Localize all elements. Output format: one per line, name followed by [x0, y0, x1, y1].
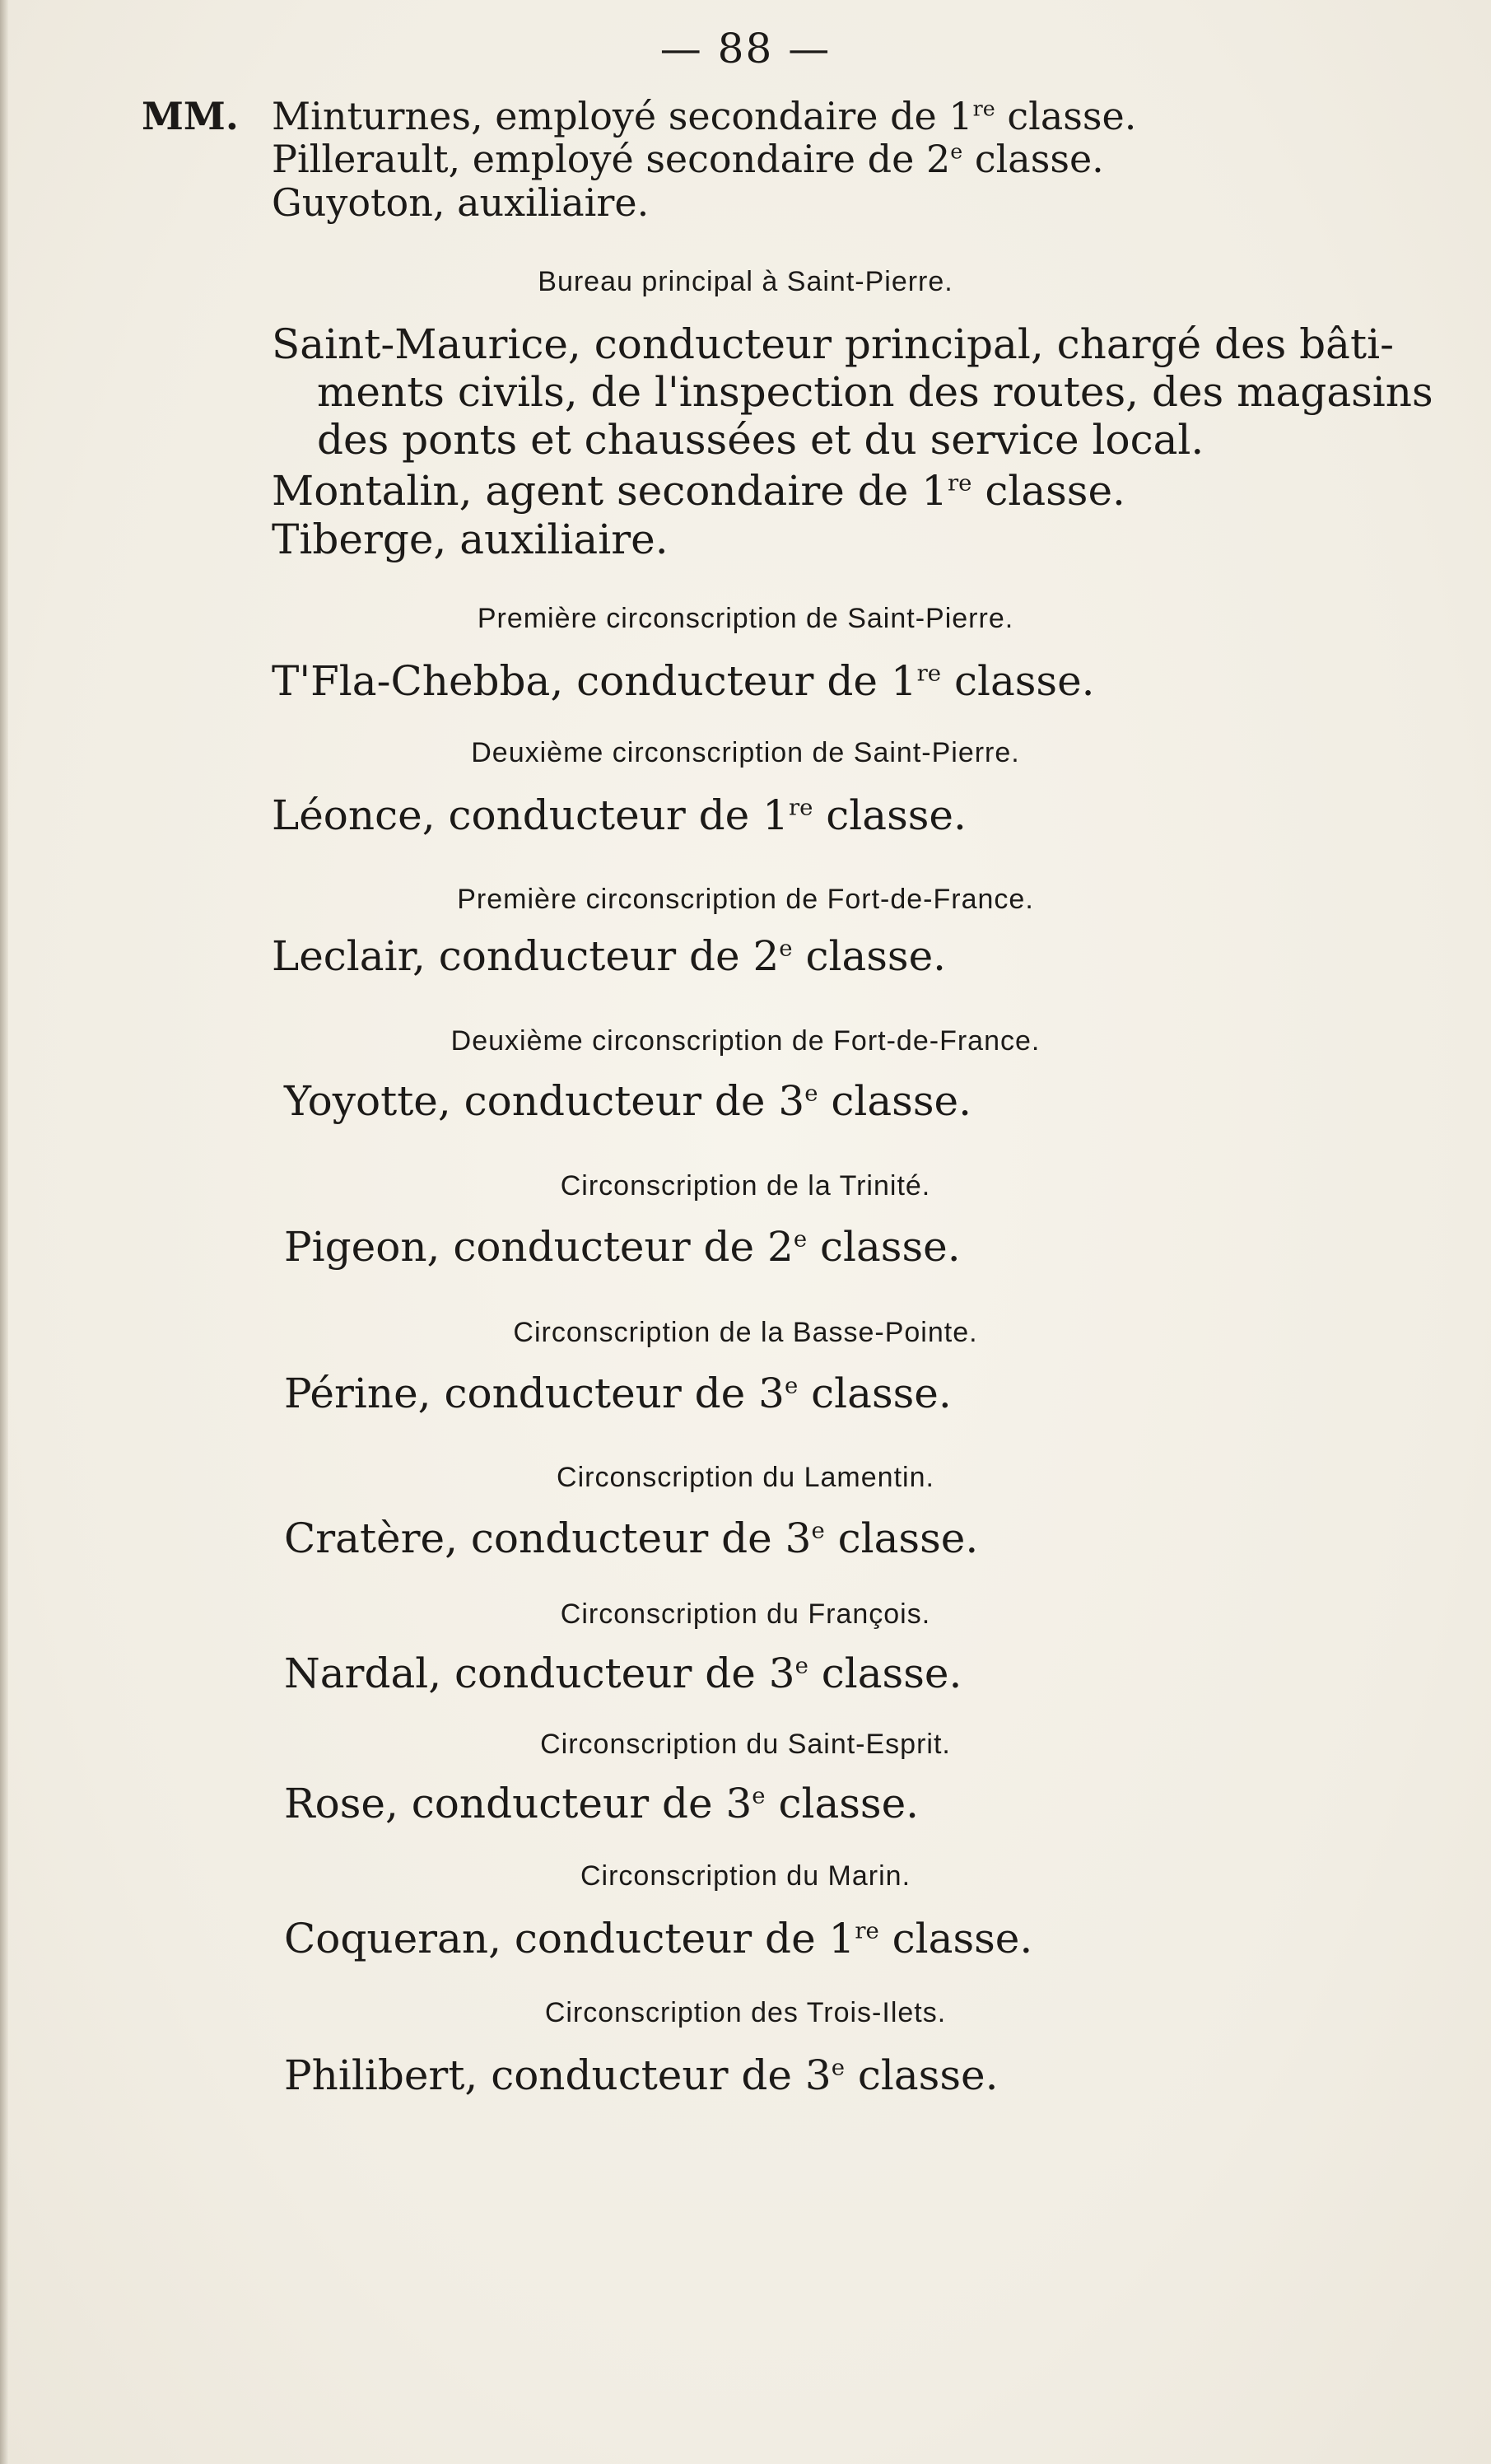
section-heading: Deuxième circonscription de Fort-de-France. — [450, 1025, 1041, 1057]
list-item: Rose, conducteur de 3e classe. — [284, 1780, 920, 1827]
list-item: Coqueran, conducteur de 1re classe. — [284, 1915, 1033, 1962]
list-item: Yoyotte, conducteur de 3e classe. — [284, 1077, 971, 1125]
section-heading: Première circonscription de Saint-Pierre. — [477, 603, 1014, 634]
list-item: Saint-Maurice, conducteur principal, chargé des bâti- — [272, 320, 1394, 368]
list-item: Minturnes, employé secondaire de 1re classe. — [272, 94, 1137, 138]
section-heading: Circonscription du Marin. — [580, 1860, 911, 1892]
section-heading: Première circonscription de Fort-de-France. — [457, 884, 1034, 915]
page-binding-edge — [0, 0, 8, 2464]
list-item: Tiberge, auxiliaire. — [272, 516, 669, 563]
list-item: Nardal, conducteur de 3e classe. — [284, 1650, 962, 1697]
section-heading: Circonscription du Lamentin. — [557, 1462, 934, 1493]
list-item: ments civils, de l'inspection des routes, des magasins — [317, 368, 1433, 416]
list-item: Périne, conducteur de 3e classe. — [284, 1370, 952, 1417]
section-heading: Deuxième circonscription de Saint-Pierre. — [471, 737, 1020, 768]
list-item: des ponts et chaussées et du service local. — [317, 416, 1204, 464]
lead-label: MM. — [142, 94, 239, 138]
list-item: Pigeon, conducteur de 2e classe. — [284, 1223, 961, 1271]
list-item: Guyoton, auxiliaire. — [272, 180, 650, 225]
list-item: Cratère, conducteur de 3e classe. — [284, 1514, 979, 1562]
section-heading: Circonscription des Trois-Ilets. — [544, 1997, 947, 2028]
section-heading: Bureau principal à Saint-Pierre. — [538, 266, 953, 297]
list-item: Léonce, conducteur de 1re classe. — [272, 791, 967, 839]
section-heading: Circonscription de la Basse-Pointe. — [513, 1317, 978, 1348]
list-item: Leclair, conducteur de 2e classe. — [272, 932, 947, 980]
section-heading: Circonscription du François. — [560, 1598, 931, 1630]
section-heading: Circonscription de la Trinité. — [560, 1170, 931, 1202]
list-item: Montalin, agent secondaire de 1re classe. — [272, 467, 1125, 515]
section-heading: Circonscription du Saint-Esprit. — [540, 1729, 951, 1760]
page-number: — 88 — — [659, 25, 832, 72]
list-item: Pillerault, employé secondaire de 2e classe. — [272, 137, 1104, 181]
list-item: T'Fla-Chebba, conducteur de 1re classe. — [272, 657, 1095, 705]
list-item: Philibert, conducteur de 3e classe. — [284, 2051, 999, 2099]
